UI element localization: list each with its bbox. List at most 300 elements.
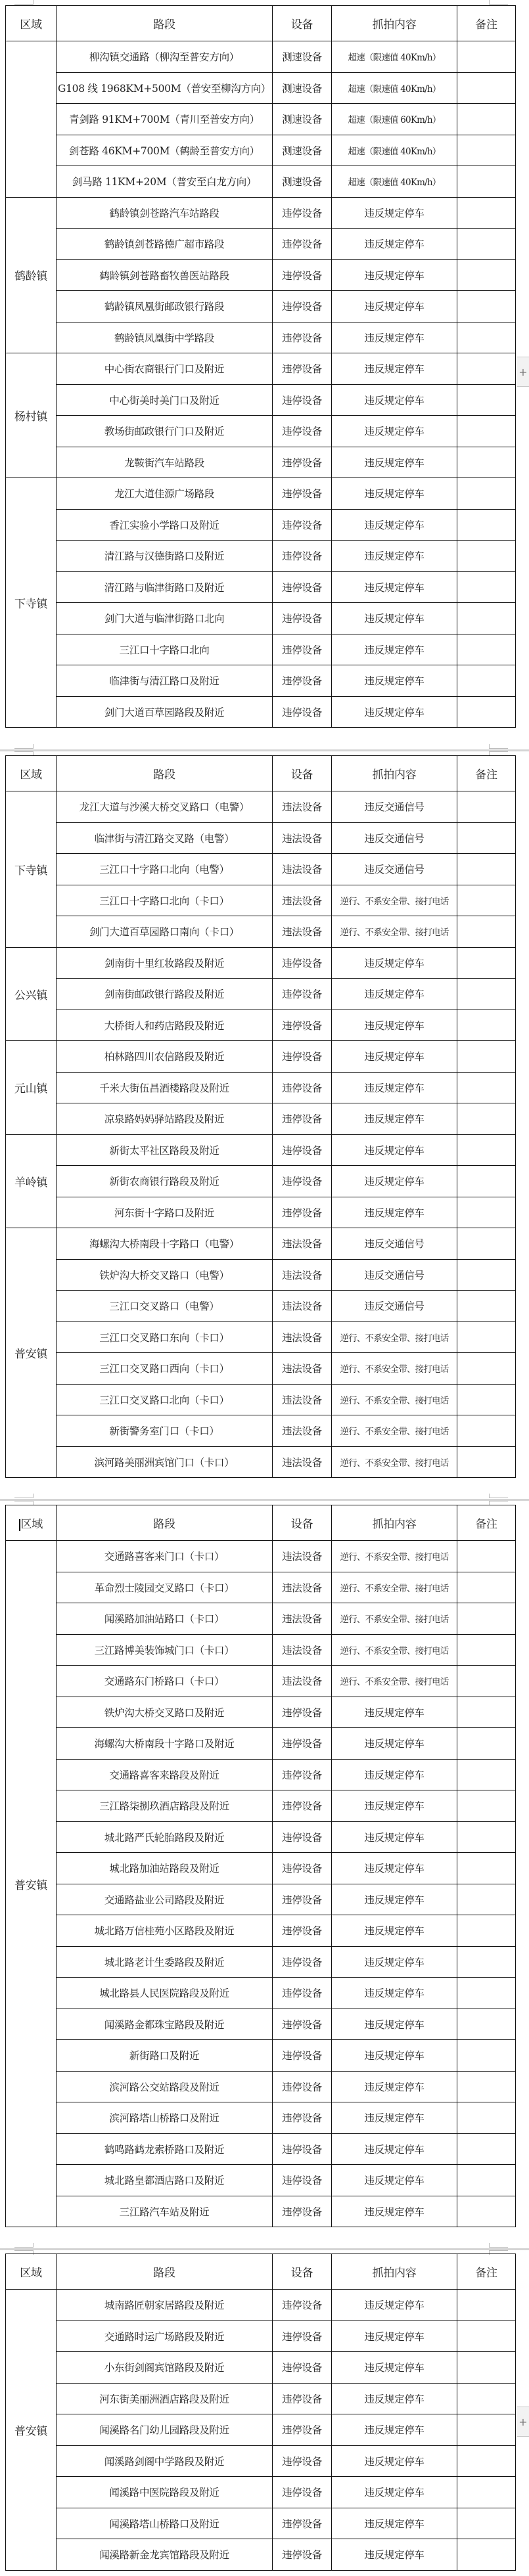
capture-content-cell[interactable]: 逆行、不系安全带、接打电话 xyxy=(332,1634,457,1666)
capture-content-cell[interactable]: 超速（限速值 40Km/h） xyxy=(332,166,457,198)
road-cell[interactable]: 城南路匠朝家居路段及附近 xyxy=(57,2290,273,2321)
road-cell[interactable]: 三江口交叉路口西向（卡口） xyxy=(57,1353,273,1385)
remark-cell[interactable] xyxy=(457,2196,516,2227)
remark-cell[interactable] xyxy=(457,1041,516,1073)
road-cell[interactable]: 海螺沟大桥南段十字路口及附近 xyxy=(57,1728,273,1760)
road-cell[interactable]: 柏林路四川农信路段及附近 xyxy=(57,1041,273,1073)
road-cell[interactable]: 交通路喜客来门口（卡口） xyxy=(57,1541,273,1572)
capture-content-cell[interactable]: 违反规定停车 xyxy=(332,384,457,416)
device-cell[interactable]: 违停设备 xyxy=(273,1790,332,1822)
road-cell[interactable]: 城北路加油站路段及附近 xyxy=(57,1853,273,1884)
device-cell[interactable]: 违法设备 xyxy=(273,1415,332,1447)
remark-cell[interactable] xyxy=(457,1978,516,2009)
road-cell[interactable]: 鹤鸣路鹤龙索桥路口及附近 xyxy=(57,2133,273,2165)
capture-content-cell[interactable]: 违反规定停车 xyxy=(332,1103,457,1135)
capture-content-cell[interactable]: 违反规定停车 xyxy=(332,1978,457,2009)
device-cell[interactable]: 违法设备 xyxy=(273,1321,332,1353)
road-cell[interactable]: 剑门大道与临津街路口北向 xyxy=(57,603,273,634)
remark-cell[interactable] xyxy=(457,2071,516,2102)
device-cell[interactable]: 违停设备 xyxy=(273,2383,332,2414)
header-remark[interactable] xyxy=(457,6,516,41)
device-cell[interactable]: 违法设备 xyxy=(273,1259,332,1291)
capture-content-cell[interactable]: 违反规定停车 xyxy=(332,1821,457,1853)
capture-content-cell[interactable]: 违反规定停车 xyxy=(332,2040,457,2072)
road-cell[interactable]: 千米大街伍昌酒楼路段及附近 xyxy=(57,1072,273,1103)
remark-cell[interactable] xyxy=(457,1321,516,1353)
road-cell[interactable]: 鹤龄镇凤凰街中学路段 xyxy=(57,322,273,353)
capture-content-cell[interactable]: 违反交通信号 xyxy=(332,791,457,823)
remark-cell[interactable] xyxy=(457,854,516,885)
remark-cell[interactable] xyxy=(457,322,516,353)
device-cell[interactable]: 违法设备 xyxy=(273,1291,332,1322)
header-road[interactable] xyxy=(57,1505,273,1541)
capture-content-cell[interactable]: 违反规定停车 xyxy=(332,1946,457,1978)
road-cell[interactable]: 新街路口及附近 xyxy=(57,2040,273,2072)
road-cell[interactable]: 革命烈士陵园交叉路口（卡口） xyxy=(57,1572,273,1603)
capture-content-cell[interactable]: 违反规定停车 xyxy=(332,1072,457,1103)
capture-content-cell[interactable]: 违反规定停车 xyxy=(332,1197,457,1228)
capture-content-cell[interactable]: 违反规定停车 xyxy=(332,229,457,260)
capture-content-cell[interactable]: 违反规定停车 xyxy=(332,416,457,447)
capture-content-cell[interactable]: 违反规定停车 xyxy=(332,353,457,385)
remark-cell[interactable] xyxy=(457,571,516,603)
remark-cell[interactable] xyxy=(457,384,516,416)
region-cell[interactable]: 普安镇 xyxy=(6,2290,57,2571)
device-cell[interactable]: 违法设备 xyxy=(273,1228,332,1260)
remark-cell[interactable] xyxy=(457,541,516,572)
capture-content-cell[interactable]: 违反交通信号 xyxy=(332,1228,457,1260)
capture-content-cell[interactable]: 违反规定停车 xyxy=(332,947,457,979)
device-cell[interactable]: 违停设备 xyxy=(273,509,332,541)
capture-content-cell[interactable]: 违反规定停车 xyxy=(332,1041,457,1073)
device-cell[interactable]: 违法设备 xyxy=(273,1384,332,1415)
device-cell[interactable]: 违停设备 xyxy=(273,1759,332,1790)
device-cell[interactable]: 测速设备 xyxy=(273,166,332,198)
device-cell[interactable]: 违停设备 xyxy=(273,2009,332,2040)
device-cell[interactable]: 违法设备 xyxy=(273,1446,332,1478)
capture-content-cell[interactable]: 违反规定停车 xyxy=(332,2477,457,2508)
road-cell[interactable]: 大桥街人和药店路段及附近 xyxy=(57,1010,273,1041)
road-cell[interactable]: 城北路老计生委路段及附近 xyxy=(57,1946,273,1978)
remark-cell[interactable] xyxy=(457,1134,516,1166)
capture-content-cell[interactable]: 超速（限速值 40Km/h） xyxy=(332,41,457,73)
road-cell[interactable]: 海螺沟大桥南段十字路口（电警） xyxy=(57,1228,273,1260)
header-region[interactable] xyxy=(6,6,57,41)
remark-cell[interactable] xyxy=(457,2133,516,2165)
device-cell[interactable]: 违停设备 xyxy=(273,1884,332,1915)
capture-content-cell[interactable]: 违反规定停车 xyxy=(332,2071,457,2102)
remark-cell[interactable] xyxy=(457,1353,516,1385)
road-cell[interactable]: 城北路万信桂苑小区路段及附近 xyxy=(57,1915,273,1947)
remark-cell[interactable] xyxy=(457,1728,516,1760)
device-cell[interactable]: 违停设备 xyxy=(273,1103,332,1135)
region-cell[interactable]: 公兴镇 xyxy=(6,947,57,1041)
road-cell[interactable]: 闻溪路名门幼儿园路段及附近 xyxy=(57,2414,273,2446)
road-cell[interactable]: 三江口十字路口北向（卡口） xyxy=(57,885,273,916)
road-cell[interactable]: 鹤龄镇剑苍路德广超市路段 xyxy=(57,229,273,260)
remark-cell[interactable] xyxy=(457,1415,516,1447)
road-cell[interactable]: 城北路严氏轮胎路段及附近 xyxy=(57,1821,273,1853)
capture-content-cell[interactable]: 违反规定停车 xyxy=(332,2414,457,2446)
capture-content-cell[interactable]: 逆行、不系安全带、接打电话 xyxy=(332,1541,457,1572)
remark-cell[interactable] xyxy=(457,1291,516,1322)
capture-content-cell[interactable]: 违反规定停车 xyxy=(332,2290,457,2321)
road-cell[interactable]: 清江路与汉德街路口及附近 xyxy=(57,541,273,572)
road-cell[interactable]: 滨河路公交站路段及附近 xyxy=(57,2071,273,2102)
remark-cell[interactable] xyxy=(457,696,516,728)
device-cell[interactable]: 违停设备 xyxy=(273,603,332,634)
road-cell[interactable]: 新街警务室门口（卡口） xyxy=(57,1415,273,1447)
capture-content-cell[interactable]: 违反规定停车 xyxy=(332,2383,457,2414)
device-cell[interactable]: 违停设备 xyxy=(273,1010,332,1041)
remark-cell[interactable] xyxy=(457,353,516,385)
device-cell[interactable]: 违停设备 xyxy=(273,478,332,510)
device-cell[interactable]: 违停设备 xyxy=(273,1946,332,1978)
device-cell[interactable]: 违停设备 xyxy=(273,2445,332,2477)
capture-content-cell[interactable]: 违反规定停车 xyxy=(332,1759,457,1790)
remark-cell[interactable] xyxy=(457,1603,516,1635)
remark-cell[interactable] xyxy=(457,2102,516,2134)
region-cell[interactable]: 普安镇 xyxy=(6,1541,57,2227)
capture-content-cell[interactable]: 违反规定停车 xyxy=(332,2102,457,2134)
road-cell[interactable]: 三江口交叉路口东向（卡口） xyxy=(57,1321,273,1353)
device-cell[interactable]: 违法设备 xyxy=(273,822,332,854)
header-road[interactable] xyxy=(57,756,273,791)
remark-cell[interactable] xyxy=(457,2477,516,2508)
road-cell[interactable]: 临津街与清江路交叉路（电警） xyxy=(57,822,273,854)
road-cell[interactable]: 剑南街十里红妆路段及附近 xyxy=(57,947,273,979)
remark-cell[interactable] xyxy=(457,229,516,260)
remark-cell[interactable] xyxy=(457,1853,516,1884)
region-cell[interactable]: 元山镇 xyxy=(6,1041,57,1135)
device-cell[interactable]: 违停设备 xyxy=(273,1821,332,1853)
device-cell[interactable]: 违法设备 xyxy=(273,791,332,823)
road-cell[interactable]: 临津街与清江路口及附近 xyxy=(57,665,273,697)
road-cell[interactable]: 交通路喜客来路段及附近 xyxy=(57,1759,273,1790)
capture-content-cell[interactable]: 违反规定停车 xyxy=(332,197,457,229)
capture-content-cell[interactable]: 违反规定停车 xyxy=(332,603,457,634)
remark-cell[interactable] xyxy=(457,1446,516,1478)
capture-content-cell[interactable]: 逆行、不系安全带、接打电话 xyxy=(332,1384,457,1415)
region-cell[interactable]: 普安镇 xyxy=(6,1228,57,1478)
road-cell[interactable]: 新街太平社区路段及附近 xyxy=(57,1134,273,1166)
header-remark[interactable] xyxy=(457,1505,516,1541)
device-cell[interactable]: 违停设备 xyxy=(273,2196,332,2227)
remark-cell[interactable] xyxy=(457,1103,516,1135)
remark-cell[interactable] xyxy=(457,509,516,541)
capture-content-cell[interactable]: 违反规定停车 xyxy=(332,1697,457,1728)
remark-cell[interactable] xyxy=(457,634,516,665)
header-content[interactable] xyxy=(332,756,457,791)
device-cell[interactable]: 违停设备 xyxy=(273,2040,332,2072)
capture-content-cell[interactable]: 违反规定停车 xyxy=(332,2196,457,2227)
add-row-button[interactable] xyxy=(517,2407,529,2437)
remark-cell[interactable] xyxy=(457,1384,516,1415)
remark-cell[interactable] xyxy=(457,1197,516,1228)
remark-cell[interactable] xyxy=(457,72,516,104)
device-cell[interactable]: 违停设备 xyxy=(273,2165,332,2196)
road-cell[interactable]: 龙江大道与沙溪大桥交叉路口（电警） xyxy=(57,791,273,823)
remark-cell[interactable] xyxy=(457,416,516,447)
device-cell[interactable]: 测速设备 xyxy=(273,135,332,166)
capture-content-cell[interactable]: 违反规定停车 xyxy=(332,1134,457,1166)
remark-cell[interactable] xyxy=(457,885,516,916)
header-region[interactable] xyxy=(6,1505,57,1541)
device-cell[interactable]: 违法设备 xyxy=(273,916,332,948)
road-cell[interactable]: 闻溪路剑阁中学路段及附近 xyxy=(57,2445,273,2477)
road-cell[interactable]: 交通路盐业公司路段及附近 xyxy=(57,1884,273,1915)
header-content[interactable] xyxy=(332,1505,457,1541)
capture-content-cell[interactable]: 违反规定停车 xyxy=(332,541,457,572)
header-device[interactable] xyxy=(273,2254,332,2290)
device-cell[interactable]: 违停设备 xyxy=(273,1041,332,1073)
road-cell[interactable]: 龙江大道佳源广场路段 xyxy=(57,478,273,510)
remark-cell[interactable] xyxy=(457,104,516,135)
capture-content-cell[interactable]: 逆行、不系安全带、接打电话 xyxy=(332,1353,457,1385)
device-cell[interactable]: 违停设备 xyxy=(273,696,332,728)
region-cell[interactable]: 下寺镇 xyxy=(6,791,57,948)
road-cell[interactable]: 滨河路塔山桥路口及附近 xyxy=(57,2102,273,2134)
capture-content-cell[interactable]: 违反规定停车 xyxy=(332,2445,457,2477)
road-cell[interactable]: 交通路时运广场路段及附近 xyxy=(57,2321,273,2352)
device-cell[interactable]: 违停设备 xyxy=(273,229,332,260)
remark-cell[interactable] xyxy=(457,1821,516,1853)
remark-cell[interactable] xyxy=(457,1790,516,1822)
remark-cell[interactable] xyxy=(457,1946,516,1978)
capture-content-cell[interactable]: 违反规定停车 xyxy=(332,2133,457,2165)
remark-cell[interactable] xyxy=(457,822,516,854)
device-cell[interactable]: 违停设备 xyxy=(273,2477,332,2508)
remark-cell[interactable] xyxy=(457,1884,516,1915)
remark-cell[interactable] xyxy=(457,1166,516,1197)
header-road[interactable] xyxy=(57,6,273,41)
remark-cell[interactable] xyxy=(457,916,516,948)
remark-cell[interactable] xyxy=(457,447,516,478)
capture-content-cell[interactable]: 超速（限速值 40Km/h） xyxy=(332,72,457,104)
region-cell[interactable] xyxy=(6,41,57,198)
road-cell[interactable]: 三江路汽车站及附近 xyxy=(57,2196,273,2227)
road-cell[interactable]: 柳沟镇交通路（柳沟至普安方向） xyxy=(57,41,273,73)
road-cell[interactable]: 剑门大道百草园路段及附近 xyxy=(57,696,273,728)
road-cell[interactable]: 闻溪路新金龙宾馆路段及附近 xyxy=(57,2539,273,2571)
capture-content-cell[interactable]: 违反规定停车 xyxy=(332,2539,457,2571)
capture-content-cell[interactable]: 违反交通信号 xyxy=(332,854,457,885)
device-cell[interactable]: 违停设备 xyxy=(273,2102,332,2134)
capture-content-cell[interactable]: 违反规定停车 xyxy=(332,2165,457,2196)
road-cell[interactable]: 龙鞍街汽车站路段 xyxy=(57,447,273,478)
remark-cell[interactable] xyxy=(457,166,516,198)
header-region[interactable] xyxy=(6,2254,57,2290)
road-cell[interactable]: 交通路东门桥路口（卡口） xyxy=(57,1666,273,1697)
remark-cell[interactable] xyxy=(457,2383,516,2414)
road-cell[interactable]: 鹤龄镇剑苍路汽车站路段 xyxy=(57,197,273,229)
remark-cell[interactable] xyxy=(457,2414,516,2446)
device-cell[interactable]: 违停设备 xyxy=(273,1915,332,1947)
device-cell[interactable]: 违法设备 xyxy=(273,1666,332,1697)
device-cell[interactable]: 违停设备 xyxy=(273,2321,332,2352)
device-cell[interactable]: 违法设备 xyxy=(273,885,332,916)
capture-content-cell[interactable]: 违反规定停车 xyxy=(332,447,457,478)
region-cell[interactable]: 杨村镇 xyxy=(6,353,57,478)
road-cell[interactable]: 教场街邮政银行门口及附近 xyxy=(57,416,273,447)
device-cell[interactable]: 违停设备 xyxy=(273,1978,332,2009)
device-cell[interactable]: 违法设备 xyxy=(273,1541,332,1572)
device-cell[interactable]: 违停设备 xyxy=(273,291,332,322)
capture-content-cell[interactable]: 违反规定停车 xyxy=(332,259,457,291)
capture-content-cell[interactable]: 违反规定停车 xyxy=(332,2352,457,2384)
device-cell[interactable]: 违停设备 xyxy=(273,2071,332,2102)
capture-content-cell[interactable]: 违反规定停车 xyxy=(332,478,457,510)
header-device[interactable] xyxy=(273,756,332,791)
road-cell[interactable]: 河东街十字路口及附近 xyxy=(57,1197,273,1228)
remark-cell[interactable] xyxy=(457,979,516,1010)
road-cell[interactable]: 城北路县人民医院路段及附近 xyxy=(57,1978,273,2009)
device-cell[interactable]: 违停设备 xyxy=(273,353,332,385)
road-cell[interactable]: 凉泉路妈妈驿站路段及附近 xyxy=(57,1103,273,1135)
device-cell[interactable]: 违法设备 xyxy=(273,1353,332,1385)
remark-cell[interactable] xyxy=(457,197,516,229)
header-remark[interactable] xyxy=(457,2254,516,2290)
device-cell[interactable]: 违停设备 xyxy=(273,947,332,979)
road-cell[interactable]: 青剑路 91KM+700M（青川至普安方向） xyxy=(57,104,273,135)
capture-content-cell[interactable]: 违反规定停车 xyxy=(332,1728,457,1760)
road-cell[interactable]: 鹤龄镇凤凰街邮政银行路段 xyxy=(57,291,273,322)
device-cell[interactable]: 违停设备 xyxy=(273,1166,332,1197)
remark-cell[interactable] xyxy=(457,603,516,634)
remark-cell[interactable] xyxy=(457,1666,516,1697)
capture-content-cell[interactable]: 违反规定停车 xyxy=(332,2009,457,2040)
header-remark[interactable] xyxy=(457,756,516,791)
remark-cell[interactable] xyxy=(457,947,516,979)
remark-cell[interactable] xyxy=(457,2165,516,2196)
road-cell[interactable]: 三江路博美装饰城门口（卡口） xyxy=(57,1634,273,1666)
road-cell[interactable]: 小东街剑阁宾馆路段及附近 xyxy=(57,2352,273,2384)
road-cell[interactable]: 三江路柒捌玖酒店路段及附近 xyxy=(57,1790,273,1822)
remark-cell[interactable] xyxy=(457,1697,516,1728)
capture-content-cell[interactable]: 违反规定停车 xyxy=(332,979,457,1010)
device-cell[interactable]: 违停设备 xyxy=(273,447,332,478)
remark-cell[interactable] xyxy=(457,1228,516,1260)
capture-content-cell[interactable]: 违反规定停车 xyxy=(332,1166,457,1197)
device-cell[interactable]: 违法设备 xyxy=(273,1603,332,1635)
device-cell[interactable]: 违停设备 xyxy=(273,665,332,697)
capture-content-cell[interactable]: 违反规定停车 xyxy=(332,2508,457,2539)
road-cell[interactable]: 铁炉沟大桥交叉路口及附近 xyxy=(57,1697,273,1728)
remark-cell[interactable] xyxy=(457,259,516,291)
capture-content-cell[interactable]: 逆行、不系安全带、接打电话 xyxy=(332,1666,457,1697)
remark-cell[interactable] xyxy=(457,135,516,166)
remark-cell[interactable] xyxy=(457,1010,516,1041)
device-cell[interactable]: 违停设备 xyxy=(273,1134,332,1166)
road-cell[interactable]: G108 线 1968KM+500M（普安至柳沟方向） xyxy=(57,72,273,104)
header-region[interactable] xyxy=(6,756,57,791)
device-cell[interactable]: 违停设备 xyxy=(273,1197,332,1228)
road-cell[interactable]: 剑苍路 46KM+700M（鹤龄至普安方向） xyxy=(57,135,273,166)
device-cell[interactable]: 违停设备 xyxy=(273,2539,332,2571)
road-cell[interactable]: 剑马路 11KM+20M（普安至白龙方向） xyxy=(57,166,273,198)
capture-content-cell[interactable]: 逆行、不系安全带、接打电话 xyxy=(332,1321,457,1353)
remark-cell[interactable] xyxy=(457,291,516,322)
capture-content-cell[interactable]: 违反规定停车 xyxy=(332,322,457,353)
device-cell[interactable]: 违法设备 xyxy=(273,1572,332,1603)
header-content[interactable] xyxy=(332,6,457,41)
remark-cell[interactable] xyxy=(457,1634,516,1666)
capture-content-cell[interactable]: 违反规定停车 xyxy=(332,1853,457,1884)
capture-content-cell[interactable]: 违反规定停车 xyxy=(332,571,457,603)
road-cell[interactable]: 剑门大道百草园路口南向（卡口） xyxy=(57,916,273,948)
road-cell[interactable]: 鹤龄镇剑苍路畜牧兽医站路段 xyxy=(57,259,273,291)
capture-content-cell[interactable]: 逆行、不系安全带、接打电话 xyxy=(332,1415,457,1447)
remark-cell[interactable] xyxy=(457,2508,516,2539)
capture-content-cell[interactable]: 逆行、不系安全带、接打电话 xyxy=(332,885,457,916)
device-cell[interactable]: 测速设备 xyxy=(273,104,332,135)
road-cell[interactable]: 城北路皇都酒店路口及附近 xyxy=(57,2165,273,2196)
device-cell[interactable]: 违法设备 xyxy=(273,1634,332,1666)
capture-content-cell[interactable]: 违反交通信号 xyxy=(332,1291,457,1322)
remark-cell[interactable] xyxy=(457,1759,516,1790)
capture-content-cell[interactable]: 违反规定停车 xyxy=(332,696,457,728)
remark-cell[interactable] xyxy=(457,791,516,823)
device-cell[interactable]: 违停设备 xyxy=(273,1853,332,1884)
region-cell[interactable]: 羊岭镇 xyxy=(6,1134,57,1228)
road-cell[interactable]: 香江实验小学路口及附近 xyxy=(57,509,273,541)
remark-cell[interactable] xyxy=(457,2290,516,2321)
capture-content-cell[interactable]: 超速（限速值 40Km/h） xyxy=(332,135,457,166)
region-cell[interactable]: 下寺镇 xyxy=(6,478,57,728)
road-cell[interactable]: 新街农商银行路段及附近 xyxy=(57,1166,273,1197)
header-device[interactable] xyxy=(273,6,332,41)
remark-cell[interactable] xyxy=(457,1072,516,1103)
device-cell[interactable]: 违停设备 xyxy=(273,1072,332,1103)
device-cell[interactable]: 违停设备 xyxy=(273,1697,332,1728)
road-cell[interactable]: 中心街农商银行门口及附近 xyxy=(57,353,273,385)
road-cell[interactable]: 闻溪路加油站路口（卡口） xyxy=(57,1603,273,1635)
device-cell[interactable]: 违法设备 xyxy=(273,854,332,885)
capture-content-cell[interactable]: 逆行、不系安全带、接打电话 xyxy=(332,1446,457,1478)
remark-cell[interactable] xyxy=(457,1915,516,1947)
capture-content-cell[interactable]: 违反规定停车 xyxy=(332,291,457,322)
device-cell[interactable]: 测速设备 xyxy=(273,72,332,104)
remark-cell[interactable] xyxy=(457,2352,516,2384)
device-cell[interactable]: 测速设备 xyxy=(273,41,332,73)
device-cell[interactable]: 违停设备 xyxy=(273,1728,332,1760)
remark-cell[interactable] xyxy=(457,1259,516,1291)
remark-cell[interactable] xyxy=(457,2009,516,2040)
road-cell[interactable]: 闻溪路金都珠宝路段及附近 xyxy=(57,2009,273,2040)
road-cell[interactable]: 闻溪路中医院路段及附近 xyxy=(57,2477,273,2508)
capture-content-cell[interactable]: 超速（限速值 60Km/h） xyxy=(332,104,457,135)
road-cell[interactable]: 铁炉沟大桥交叉路口（电警） xyxy=(57,1259,273,1291)
device-cell[interactable]: 违停设备 xyxy=(273,322,332,353)
remark-cell[interactable] xyxy=(457,1572,516,1603)
road-cell[interactable]: 清江路与临津街路口及附近 xyxy=(57,571,273,603)
remark-cell[interactable] xyxy=(457,2321,516,2352)
device-cell[interactable]: 违停设备 xyxy=(273,2414,332,2446)
header-content[interactable] xyxy=(332,2254,457,2290)
device-cell[interactable]: 违停设备 xyxy=(273,416,332,447)
header-road[interactable] xyxy=(57,2254,273,2290)
capture-content-cell[interactable]: 违反规定停车 xyxy=(332,509,457,541)
road-cell[interactable]: 闻溪路塔山桥路口及附近 xyxy=(57,2508,273,2539)
remark-cell[interactable] xyxy=(457,478,516,510)
device-cell[interactable]: 违停设备 xyxy=(273,2352,332,2384)
capture-content-cell[interactable]: 违反规定停车 xyxy=(332,1790,457,1822)
remark-cell[interactable] xyxy=(457,41,516,73)
capture-content-cell[interactable]: 违反交通信号 xyxy=(332,1259,457,1291)
device-cell[interactable]: 违停设备 xyxy=(273,2508,332,2539)
remark-cell[interactable] xyxy=(457,2445,516,2477)
device-cell[interactable]: 违停设备 xyxy=(273,541,332,572)
